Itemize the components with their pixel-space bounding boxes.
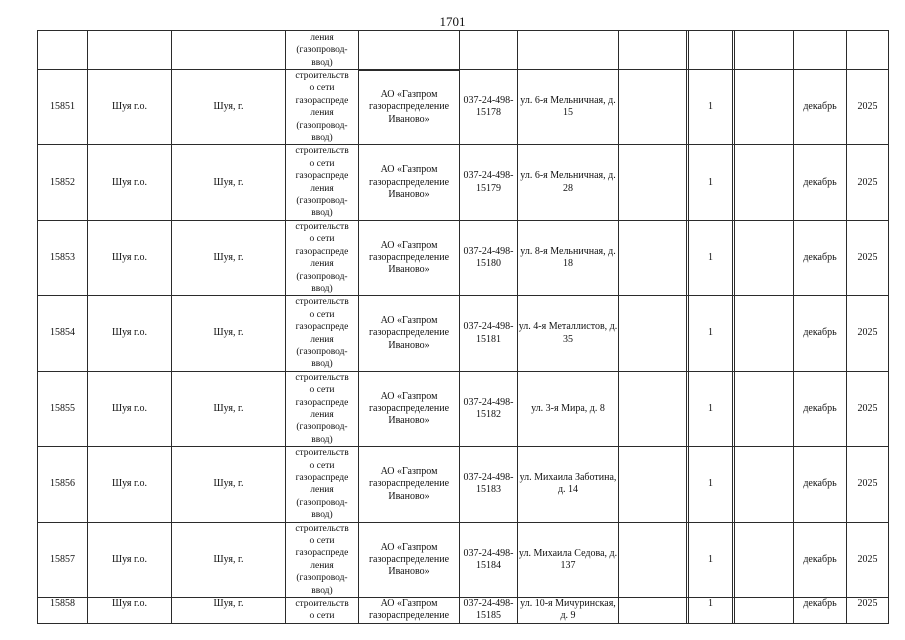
count xyxy=(687,145,735,220)
cell-extra xyxy=(847,31,889,70)
year: 2025 xyxy=(847,220,889,295)
count-value: 1 xyxy=(708,478,713,490)
count xyxy=(687,220,735,295)
work-type-line: (газопровод- xyxy=(296,120,348,131)
record-id: 15855 xyxy=(38,371,88,446)
count-value: 1 xyxy=(708,176,713,188)
work-type-line: ввод) xyxy=(311,359,333,370)
work-type-cell xyxy=(286,145,359,220)
work-type-line: о сети xyxy=(309,536,335,547)
cell-id xyxy=(38,31,88,70)
registry-code: 037-24-498-15184 xyxy=(460,522,518,597)
work-type-line: (газопровод- xyxy=(296,45,348,56)
count-value: 1 xyxy=(708,598,713,610)
work-type-cell xyxy=(286,31,359,70)
registry-code: 037-24-498-15182 xyxy=(460,371,518,446)
count-value: 1 xyxy=(708,327,713,339)
work-type-line: ления xyxy=(310,334,334,345)
record-id: 15858 xyxy=(38,598,88,624)
record-id: 15853 xyxy=(38,220,88,295)
work-type-line: строительств xyxy=(295,221,349,232)
district: Шуя г.о. xyxy=(88,145,172,220)
work-type-line: ления xyxy=(310,409,334,420)
district: Шуя г.о. xyxy=(88,371,172,446)
empty-cell xyxy=(735,220,794,295)
registry-code: 037-24-498-15180 xyxy=(460,220,518,295)
city: Шуя, г. xyxy=(172,447,286,522)
record-id: 15854 xyxy=(38,296,88,371)
cell-flag xyxy=(687,31,735,70)
address: ул. 4-я Металлистов, д. 35 xyxy=(518,296,619,371)
year: 2025 xyxy=(847,145,889,220)
organization: АО «Газпром газораспределение Иваново» xyxy=(359,522,460,597)
work-type-cell xyxy=(286,371,359,446)
work-type-line: газораспреде xyxy=(295,397,349,408)
table-row xyxy=(38,296,889,371)
month: декабрь xyxy=(794,371,847,446)
count xyxy=(687,70,735,145)
year: 2025 xyxy=(847,447,889,522)
count xyxy=(687,522,735,597)
empty-cell xyxy=(735,447,794,522)
work-type-line: ления xyxy=(310,259,334,270)
year: 2025 xyxy=(847,70,889,145)
city: Шуя, г. xyxy=(172,598,286,624)
work-type-cell xyxy=(286,522,359,597)
district: Шуя г.о. xyxy=(88,70,172,145)
empty-cell xyxy=(735,371,794,446)
cell-box xyxy=(688,31,733,69)
month: декабрь xyxy=(794,447,847,522)
work-type-line: о сети xyxy=(309,234,335,245)
table-row xyxy=(38,145,889,220)
empty-cell xyxy=(735,145,794,220)
cell-address xyxy=(518,31,619,70)
table-body xyxy=(38,31,889,624)
registry-code: 037-24-498-15179 xyxy=(460,145,518,220)
year: 2025 xyxy=(847,296,889,371)
organization: АО «Газпром газораспределение Иваново» xyxy=(359,371,460,446)
work-type-line: о сети xyxy=(309,83,335,94)
month: декабрь xyxy=(794,522,847,597)
registry-code: 037-24-498-15185 xyxy=(460,598,518,624)
count xyxy=(687,371,735,446)
empty-cell xyxy=(619,598,687,624)
month: декабрь xyxy=(794,296,847,371)
registry-code: 037-24-498-15178 xyxy=(460,70,518,145)
district: Шуя г.о. xyxy=(88,220,172,295)
year: 2025 xyxy=(847,371,889,446)
city: Шуя, г. xyxy=(172,371,286,446)
organization: АО «Газпром газораспределение Иваново» xyxy=(359,145,460,220)
work-type-line: ления xyxy=(310,32,334,43)
table-row xyxy=(38,220,889,295)
city: Шуя, г. xyxy=(172,70,286,145)
empty-cell xyxy=(619,145,687,220)
work-type-line: о сети xyxy=(309,385,335,396)
address: ул. 10-я Мичуринская, д. 9 xyxy=(518,598,619,624)
work-type-line: строительств xyxy=(295,523,349,534)
work-type-cell xyxy=(286,220,359,295)
empty-cell xyxy=(735,70,794,145)
work-type-line: газораспреде xyxy=(295,171,349,182)
organization: АО «Газпром газораспределение Иваново» xyxy=(359,447,460,522)
record-id: 15856 xyxy=(38,447,88,522)
year: 2025 xyxy=(847,522,889,597)
empty-cell xyxy=(735,296,794,371)
record-id: 15852 xyxy=(38,145,88,220)
work-type-line: газораспреде xyxy=(295,95,349,106)
work-type-line: газораспреде xyxy=(295,322,349,333)
work-type-line: (газопровод- xyxy=(296,497,348,508)
month: декабрь xyxy=(794,70,847,145)
work-type-line: ления xyxy=(310,108,334,119)
registry-code: 037-24-498-15183 xyxy=(460,447,518,522)
work-type-cell xyxy=(286,296,359,371)
work-type-cell xyxy=(286,447,359,522)
empty-cell xyxy=(735,598,794,624)
work-type-line: (газопровод- xyxy=(296,196,348,207)
cell-month xyxy=(735,31,794,70)
district: Шуя г.о. xyxy=(88,522,172,597)
month: декабрь xyxy=(794,145,847,220)
work-type-line: строительств xyxy=(295,599,349,610)
address: ул. 3-я Мира, д. 8 xyxy=(518,371,619,446)
page-number: 1701 xyxy=(439,14,466,29)
table-row xyxy=(38,522,889,597)
organization: АО «Газпром газораспределение Иваново» xyxy=(359,70,460,145)
work-type-line: (газопровод- xyxy=(296,422,348,433)
record-id: 15851 xyxy=(38,70,88,145)
city: Шуя, г. xyxy=(172,522,286,597)
address: ул. 6-я Мельничная, д. 15 xyxy=(518,70,619,145)
count-value: 1 xyxy=(708,251,713,263)
empty-cell xyxy=(619,522,687,597)
work-type-line: о сети xyxy=(309,611,335,622)
address: ул. Михаила Седова, д. 137 xyxy=(518,522,619,597)
empty-cell xyxy=(735,522,794,597)
empty-cell xyxy=(619,447,687,522)
empty-cell xyxy=(619,371,687,446)
address: ул. 8-я Мельничная, д. 18 xyxy=(518,220,619,295)
empty-cell xyxy=(619,220,687,295)
address: ул. 6-я Мельничная, д. 28 xyxy=(518,145,619,220)
document-table xyxy=(37,30,889,624)
work-type-line: строительств xyxy=(295,372,349,383)
city: Шуя, г. xyxy=(172,220,286,295)
district: Шуя г.о. xyxy=(88,447,172,522)
cell-city xyxy=(172,31,286,70)
work-type-line: ввод) xyxy=(311,133,333,144)
work-type-line: строительств xyxy=(295,146,349,157)
city: Шуя, г. xyxy=(172,296,286,371)
work-type-line: газораспреде xyxy=(295,473,349,483)
cell-year xyxy=(794,31,847,70)
cell-count xyxy=(619,31,687,70)
cell-code xyxy=(460,31,518,70)
work-type-line: строительств xyxy=(295,297,349,308)
table-row-partial xyxy=(38,31,889,70)
address: ул. Михаила Заботина, д. 14 xyxy=(518,447,619,522)
table-row xyxy=(38,598,889,624)
work-type-line: строительств xyxy=(295,71,349,81)
year: 2025 xyxy=(847,598,889,624)
work-type-line: о сети xyxy=(309,460,335,471)
work-type-line: газораспреде xyxy=(295,548,349,559)
count xyxy=(687,598,735,624)
work-type-line: о сети xyxy=(309,309,335,320)
empty-cell xyxy=(619,70,687,145)
work-type-cell xyxy=(286,598,359,624)
table-row xyxy=(38,447,889,522)
work-type-line: ввод) xyxy=(311,208,333,219)
organization: АО «Газпром газораспределение xyxy=(359,598,460,624)
organization: АО «Газпром газораспределение Иваново» xyxy=(359,296,460,371)
work-type-line: ления xyxy=(310,183,334,194)
work-type-line: ввод) xyxy=(311,57,333,68)
count-value: 1 xyxy=(708,101,713,113)
empty-cell xyxy=(619,296,687,371)
table-row xyxy=(38,371,889,446)
district: Шуя г.о. xyxy=(88,296,172,371)
table-row xyxy=(38,70,889,145)
work-type-cell xyxy=(286,70,359,145)
cell-district xyxy=(88,31,172,70)
work-type-line: ввод) xyxy=(311,283,333,294)
record-id: 15857 xyxy=(38,522,88,597)
work-type-line: газораспреде xyxy=(295,246,349,257)
count xyxy=(687,447,735,522)
work-type-line: ввод) xyxy=(311,434,333,445)
work-type-line: (газопровод- xyxy=(296,346,348,357)
work-type-line: ления xyxy=(310,560,334,571)
count xyxy=(687,296,735,371)
work-type-line: (газопровод- xyxy=(296,271,348,282)
organization: АО «Газпром газораспределение Иваново» xyxy=(359,220,460,295)
month: декабрь xyxy=(794,220,847,295)
work-type-line: ввод) xyxy=(311,585,333,596)
month: декабрь xyxy=(794,598,847,624)
city: Шуя, г. xyxy=(172,145,286,220)
district: Шуя г.о. xyxy=(88,598,172,624)
count-value: 1 xyxy=(708,553,713,565)
cell-org xyxy=(359,31,460,70)
work-type-line: строительств xyxy=(295,448,349,459)
registry-code: 037-24-498-15181 xyxy=(460,296,518,371)
work-type-line: ления xyxy=(310,485,334,496)
work-type-line: (газопровод- xyxy=(296,573,348,584)
count-value: 1 xyxy=(708,402,713,414)
work-type-line: о сети xyxy=(309,158,335,169)
work-type-line: ввод) xyxy=(311,510,333,521)
